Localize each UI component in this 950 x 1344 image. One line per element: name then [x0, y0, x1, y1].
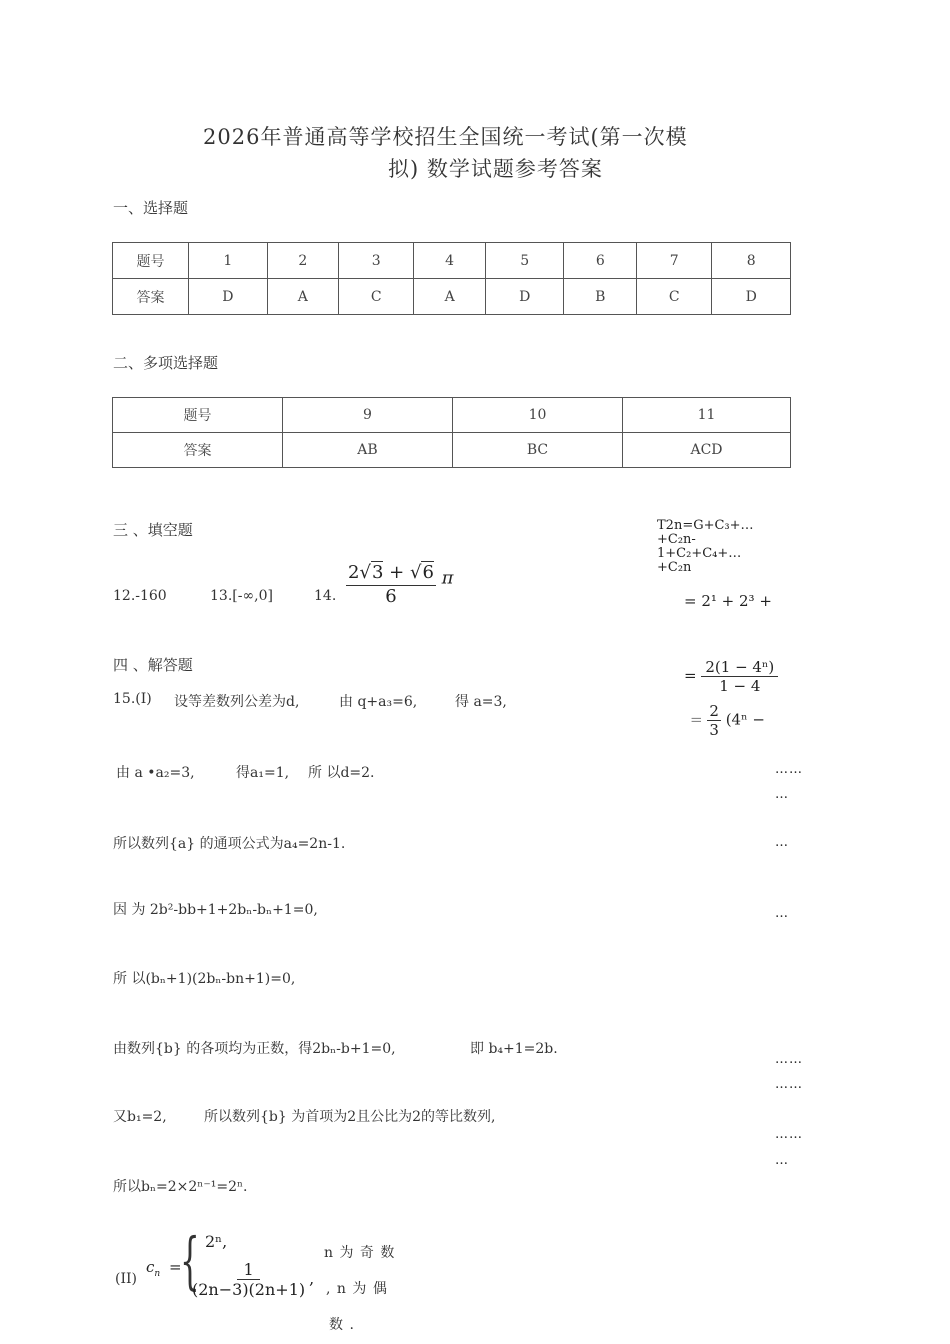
solution-line: 设等差数列公差为d,	[174, 694, 300, 710]
section-heading-multi-choice: 二、多项选择题	[113, 354, 219, 372]
question-number: 6	[564, 243, 637, 279]
cn-letter: c	[146, 1258, 155, 1276]
geometric-sum-denominator: 1 − 4	[719, 677, 761, 695]
table-row	[113, 433, 791, 468]
case2-denominator: (2n−3)(2n+1)	[192, 1280, 306, 1299]
question-number: 8	[712, 243, 791, 279]
section-heading-fill-blank: 三 、填空题	[113, 521, 193, 539]
multi-choice-answer-table	[112, 397, 791, 468]
solution-line: 因 为 2b²-bb+1+2bₙ-bₙ+1=0,	[113, 902, 318, 918]
simplified-sum-numerator: 2	[709, 702, 719, 720]
answer-cell: A	[267, 279, 338, 315]
piecewise-brace: {	[180, 1224, 200, 1297]
case2-condition: , n 为 偶	[326, 1281, 388, 1297]
answer-q14-formula: $\frac{2√3 + √6}{6}$ π	[348, 562, 454, 607]
score-dots: ……	[775, 1077, 803, 1092]
geometric-sum	[684, 658, 778, 695]
solution-line: 即 b₄+1=2b.	[470, 1041, 558, 1057]
q14-plus: +	[389, 562, 405, 583]
q14-radicand-a: 3	[371, 562, 384, 583]
geometric-sum-equals: =	[684, 666, 697, 685]
case2-condition-end: 数 .	[329, 1317, 355, 1333]
case1-value: 2ⁿ,	[205, 1232, 228, 1251]
geometric-sum-numerator: 2(1 − 4ⁿ)	[701, 658, 778, 677]
case2-numerator: 1	[237, 1260, 259, 1280]
case2-comma: ,	[309, 1269, 315, 1288]
solution-line: 得a₁=1,	[236, 765, 290, 781]
t2n-formula-line: T2n=G+C₃+…	[657, 518, 754, 533]
score-dots: …	[775, 787, 789, 802]
t2n-formula-line: +C₂n-	[657, 532, 696, 547]
question-number: 2	[267, 243, 338, 279]
score-dots: …	[775, 906, 789, 921]
section-heading-choice: 一、选择题	[113, 199, 189, 217]
question-number: 7	[637, 243, 712, 279]
case1-condition: n 为 奇 数	[324, 1245, 396, 1261]
solution-line: 由数列{b} 的各项均为正数，得2bₙ-b+1=0,	[113, 1041, 396, 1057]
solution-line: 得 a=3,	[455, 694, 507, 710]
answer-q14-label: 14.	[314, 588, 337, 604]
solution-line: 所以数列{b} 为首项为2且公比为2的等比数列,	[204, 1109, 496, 1125]
doc-title-line2: 拟) 数学试题参考答案	[388, 157, 603, 181]
score-dots: ……	[775, 762, 803, 777]
question-number: 5	[485, 243, 564, 279]
solution-line: 所以bₙ=2×2ⁿ⁻¹=2ⁿ.	[113, 1179, 248, 1195]
answer-cell: A	[414, 279, 485, 315]
score-dots: …	[775, 835, 789, 850]
cn-equals: =	[168, 1258, 182, 1276]
cn-symbol	[146, 1258, 182, 1279]
simplified-sum-equals: =	[690, 710, 703, 729]
doc-title-line1: 2026年普通高等学校招生全国统一考试(第一次模	[203, 125, 688, 149]
row-label: 题号	[113, 398, 283, 433]
answer-cell: C	[637, 279, 712, 315]
simplified-sum-rest: (4ⁿ −	[725, 710, 765, 729]
score-dots: …	[775, 1153, 789, 1168]
score-dots: ……	[775, 1127, 803, 1142]
answer-cell: D	[712, 279, 791, 315]
solution-line: 所 以d=2.	[308, 765, 375, 781]
answer-q12: 12.-160	[113, 588, 167, 604]
q14-radicand-b: 6	[422, 562, 434, 583]
solution-line: 由 q+a₃=6,	[339, 694, 418, 710]
q14-coefficient: 2	[348, 562, 360, 583]
answer-cell: D	[189, 279, 268, 315]
solution-line: 又b₁=2,	[113, 1109, 167, 1125]
solution-line: 所 以(bₙ+1)(2bₙ-bn+1)=0,	[113, 971, 296, 987]
case2-value	[188, 1260, 314, 1299]
row-label: 答案	[113, 279, 189, 315]
answer-cell: AB	[283, 433, 453, 468]
table-row	[113, 243, 791, 279]
answer-cell: BC	[453, 433, 623, 468]
t2n-formula-line: 1+C₂+C₄+…	[657, 546, 742, 561]
row-label: 题号	[113, 243, 189, 279]
solution-line: 所以数列{a} 的通项公式为a₄=2n-1.	[113, 836, 346, 852]
simplified-sum	[690, 702, 765, 739]
question-number: 11	[623, 398, 791, 433]
answer-q13: 13.[-∞,0]	[210, 588, 273, 604]
cn-subscript: n	[154, 1269, 161, 1279]
sum-expansion: = 2¹ + 2³ +	[684, 592, 772, 610]
table-row	[113, 398, 791, 433]
section-heading-solutions: 四 、解答题	[113, 656, 193, 674]
row-label: 答案	[113, 433, 283, 468]
simplified-sum-denominator: 3	[709, 721, 719, 739]
q14-denominator: 6	[385, 586, 397, 607]
question-number: 3	[339, 243, 414, 279]
answer-cell: B	[564, 279, 637, 315]
table-row	[113, 279, 791, 315]
answer-cell: D	[485, 279, 564, 315]
q15-part1-label: 15.(I)	[113, 691, 152, 707]
choice-answer-table	[112, 242, 791, 315]
answer-cell: ACD	[623, 433, 791, 468]
answer-cell: C	[339, 279, 414, 315]
score-dots: ……	[775, 1052, 803, 1067]
question-number: 9	[283, 398, 453, 433]
q15-part2-label: (II)	[115, 1271, 137, 1287]
question-number: 10	[453, 398, 623, 433]
solution-line: 由 a •a₂=3,	[116, 765, 195, 781]
question-number: 4	[414, 243, 485, 279]
question-number: 1	[189, 243, 268, 279]
t2n-formula-line: +C₂n	[657, 560, 692, 575]
q14-pi: π	[441, 567, 454, 589]
